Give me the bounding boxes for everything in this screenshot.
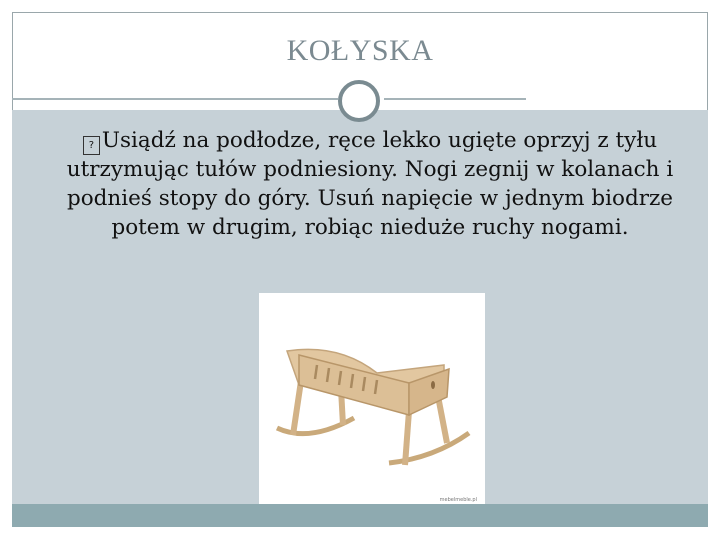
cradle-image (259, 293, 485, 507)
footer-bar (12, 504, 708, 527)
title-divider-left (12, 98, 338, 100)
title-divider-right (384, 98, 526, 100)
rocking-cradle-illustration (259, 293, 485, 507)
slide-title: KOŁYSKA (286, 34, 434, 67)
bullet-glyph-icon: ? (83, 136, 100, 155)
image-credit-text: mebelmeble.pl (439, 497, 477, 503)
divider-circle-icon (338, 80, 380, 122)
bullet-text: Usiądź na podłodze, ręce lekko ugięte oprzyj z tyłu utrzymując tułów podniesiony. Nogi zegnij w kolanach i podnieś stopy do góry. Usuń napięcie w jednym biodrze potem w drugim, robiąc nieduże ruchy nogami. (66, 128, 674, 240)
bullet-text-block (55, 126, 685, 242)
